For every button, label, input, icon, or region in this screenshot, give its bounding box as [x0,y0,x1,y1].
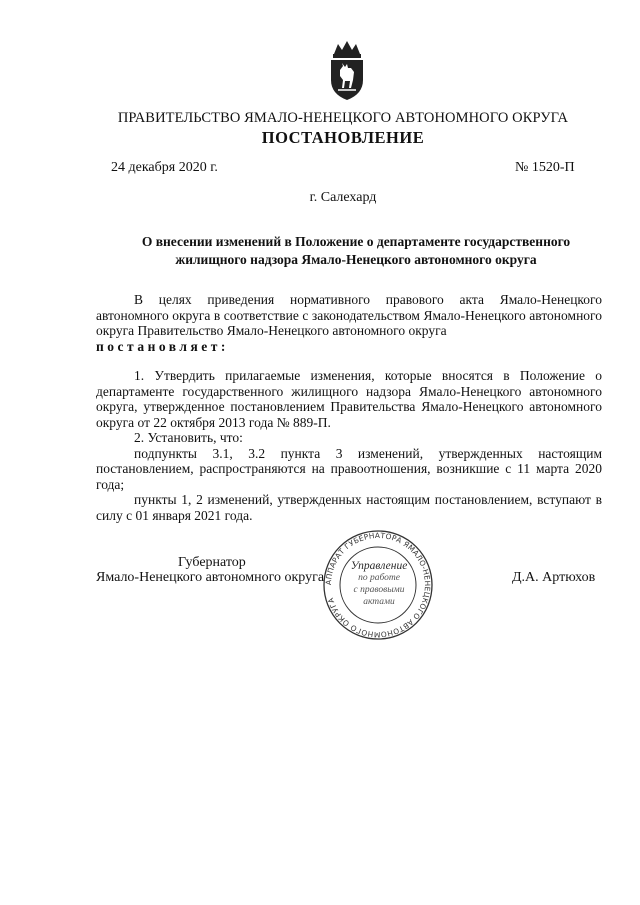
document-body [96,292,602,523]
resolves-word [96,339,602,355]
signer-title-line-2: Ямало-Ненецкого автономного округа [96,570,325,585]
document-subject [106,233,606,269]
document-city: г. Салехард [309,190,377,205]
government-name: ПРАВИТЕЛЬСТВО ЯМАЛО-НЕНЕЦКОГО АВТОНОМНОГО ОКРУГА [117,110,569,126]
subject-line-2: жилищного надзора Ямало-Ненецкого автономного округа [175,252,537,267]
resolves-text: постановляет: [96,338,229,354]
stamp-line-2: по работе [358,573,400,583]
clause-1: 1. Утвердить прилагаемые изменения, которые вносятся в Положение о департаменте государственного жилищного надзора Ямало-Ненецкого автономного округа, утвержденное постановлением Правительства Ямало-Ненецкого автономного округа от 22 октября 2013 года № 889-П. [96,368,602,430]
stamp-center-text [346,560,412,608]
signer-name: Д.А. Артюхов [512,570,596,585]
stamp-line-4: актами [363,597,395,607]
intro-paragraph: В целях приведения нормативного правового акта Ямало-Ненецкого автономного округа в соответствие с законодательством Ямало-Ненецкого автономного округа Правительство Ямало-Ненецкого автономного округа [96,292,602,338]
clause-2-subitem-2: пункты 1, 2 изменений, утвержденных настоящим постановлением, вступают в силу с 01 января 2021 года. [96,492,602,523]
document-date: 24 декабря 2020 г. [111,160,218,175]
stamp-line-3: с правовыми [353,585,405,595]
stamp-line-1: Управление [350,560,408,572]
stamp-ring-text: АППАРАТ ГУБЕРНАТОРА ЯМАЛО-НЕНЕЦКОГО АВТОНОМНОГО ОКРУГА [323,530,433,640]
subject-line-1: О внесении изменений в Положение о департаменте государственного [141,234,571,249]
document-type-title: ПОСТАНОВЛЕНИЕ [261,128,425,147]
document-number: № 1520-П [515,160,575,175]
clause-2: 2. Установить, что: [134,430,243,445]
signer-title-line-1: Губернатор [178,555,246,570]
clause-2-subitem-1: подпункты 3.1, 3.2 пункта 3 изменений, утвержденных настоящим постановлением, распространяются на правоотношения, возникшие с 11 марта 2020 года; [96,445,602,492]
coat-of-arms-icon [328,40,366,102]
